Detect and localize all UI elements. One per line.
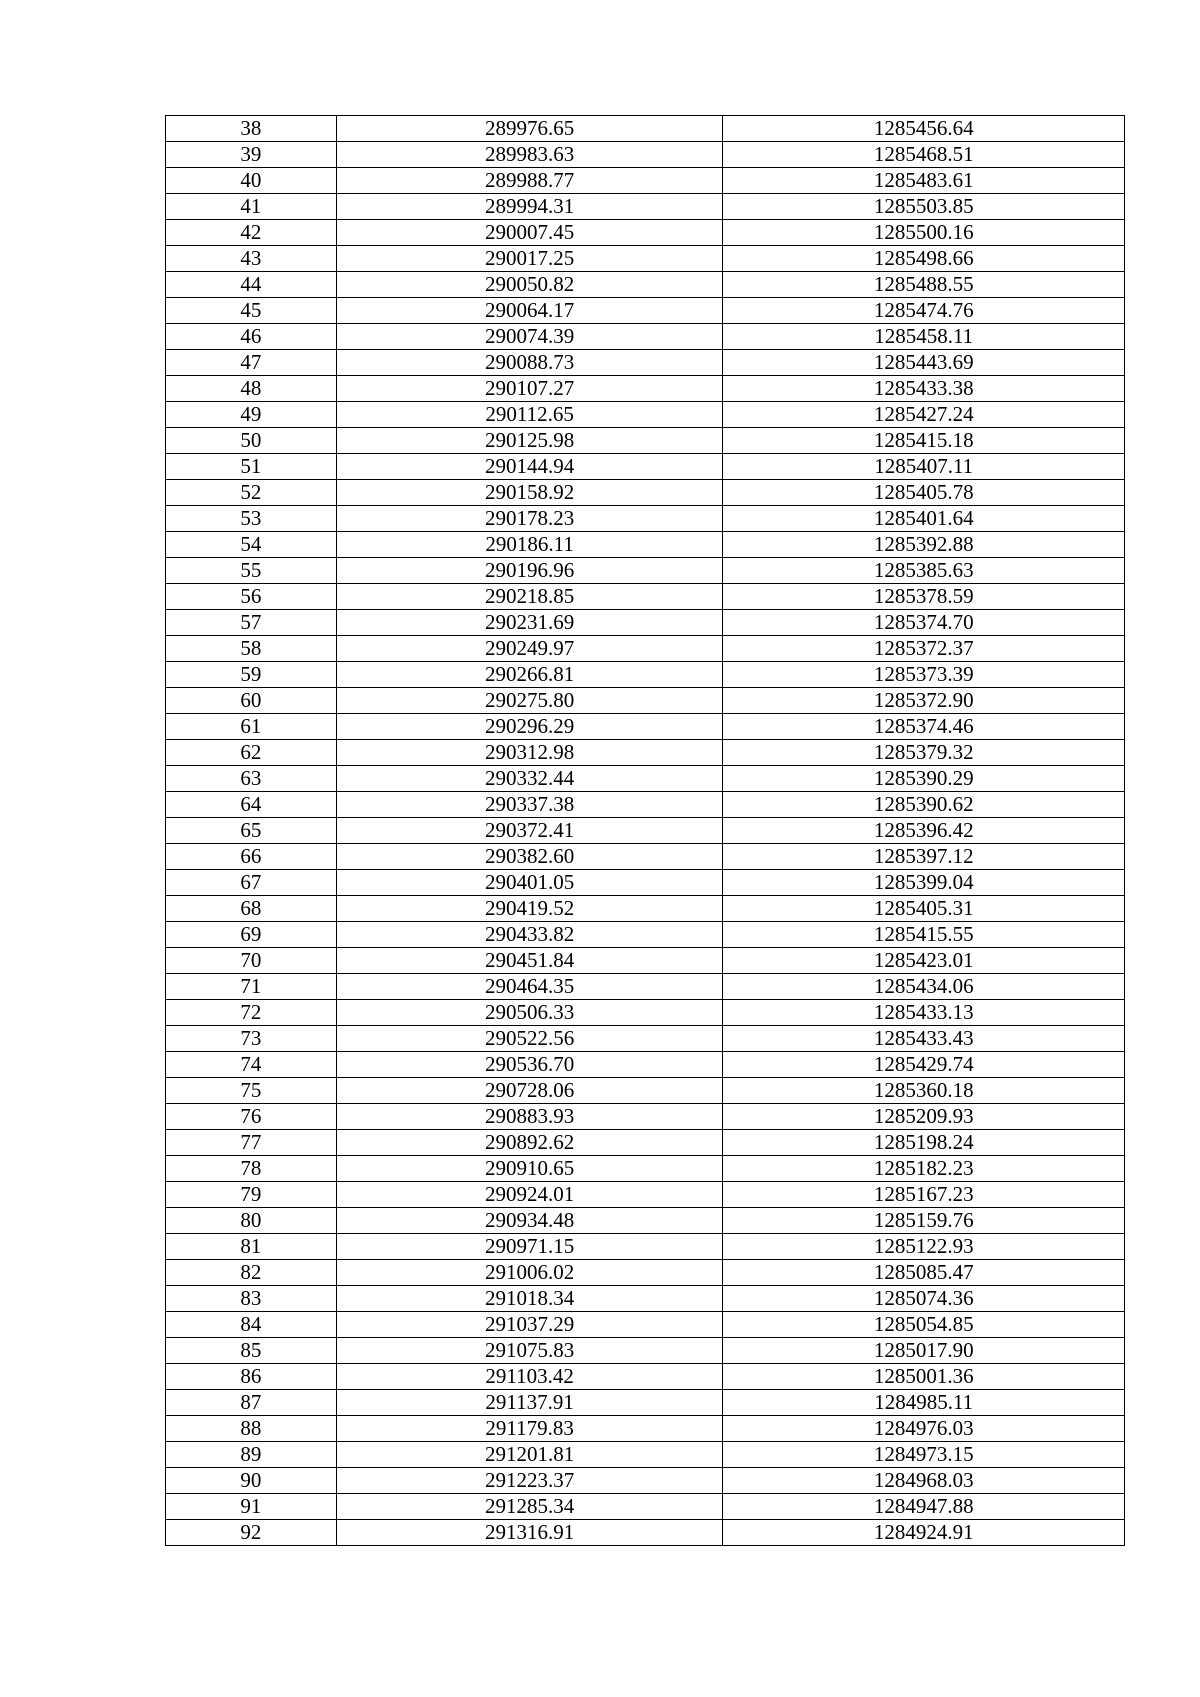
y-coordinate-cell: 1285427.24 xyxy=(723,402,1125,428)
point-number-cell: 84 xyxy=(166,1312,337,1338)
table-row xyxy=(166,844,1125,870)
coordinate-table-body xyxy=(166,116,1125,1546)
point-number-cell: 48 xyxy=(166,376,337,402)
x-coordinate-cell: 290266.81 xyxy=(336,662,723,688)
table-row xyxy=(166,974,1125,1000)
x-coordinate-cell: 291316.91 xyxy=(336,1520,723,1546)
y-coordinate-cell: 1285498.66 xyxy=(723,246,1125,272)
point-number-cell: 77 xyxy=(166,1130,337,1156)
y-coordinate-cell: 1285474.76 xyxy=(723,298,1125,324)
x-coordinate-cell: 289994.31 xyxy=(336,194,723,220)
point-number-cell: 68 xyxy=(166,896,337,922)
x-coordinate-cell: 290178.23 xyxy=(336,506,723,532)
y-coordinate-cell: 1284985.11 xyxy=(723,1390,1125,1416)
point-number-cell: 73 xyxy=(166,1026,337,1052)
y-coordinate-cell: 1285085.47 xyxy=(723,1260,1125,1286)
x-coordinate-cell: 290007.45 xyxy=(336,220,723,246)
y-coordinate-cell: 1285378.59 xyxy=(723,584,1125,610)
point-number-cell: 52 xyxy=(166,480,337,506)
x-coordinate-cell: 290971.15 xyxy=(336,1234,723,1260)
y-coordinate-cell: 1285458.11 xyxy=(723,324,1125,350)
x-coordinate-cell: 290910.65 xyxy=(336,1156,723,1182)
y-coordinate-cell: 1284973.15 xyxy=(723,1442,1125,1468)
table-row xyxy=(166,402,1125,428)
y-coordinate-cell: 1285423.01 xyxy=(723,948,1125,974)
point-number-cell: 71 xyxy=(166,974,337,1000)
point-number-cell: 62 xyxy=(166,740,337,766)
table-row xyxy=(166,610,1125,636)
table-row xyxy=(166,1520,1125,1546)
x-coordinate-cell: 291006.02 xyxy=(336,1260,723,1286)
x-coordinate-cell: 290196.96 xyxy=(336,558,723,584)
point-number-cell: 44 xyxy=(166,272,337,298)
table-row xyxy=(166,662,1125,688)
point-number-cell: 67 xyxy=(166,870,337,896)
x-coordinate-cell: 290728.06 xyxy=(336,1078,723,1104)
table-row xyxy=(166,350,1125,376)
table-row xyxy=(166,1234,1125,1260)
point-number-cell: 72 xyxy=(166,1000,337,1026)
point-number-cell: 41 xyxy=(166,194,337,220)
table-row xyxy=(166,1416,1125,1442)
y-coordinate-cell: 1285198.24 xyxy=(723,1130,1125,1156)
point-number-cell: 45 xyxy=(166,298,337,324)
table-row xyxy=(166,1390,1125,1416)
table-row xyxy=(166,246,1125,272)
y-coordinate-cell: 1285122.93 xyxy=(723,1234,1125,1260)
x-coordinate-cell: 290433.82 xyxy=(336,922,723,948)
y-coordinate-cell: 1285433.38 xyxy=(723,376,1125,402)
x-coordinate-cell: 290112.65 xyxy=(336,402,723,428)
y-coordinate-cell: 1285360.18 xyxy=(723,1078,1125,1104)
table-row xyxy=(166,1182,1125,1208)
point-number-cell: 86 xyxy=(166,1364,337,1390)
y-coordinate-cell: 1285017.90 xyxy=(723,1338,1125,1364)
point-number-cell: 78 xyxy=(166,1156,337,1182)
x-coordinate-cell: 289976.65 xyxy=(336,116,723,142)
x-coordinate-cell: 291223.37 xyxy=(336,1468,723,1494)
y-coordinate-cell: 1285483.61 xyxy=(723,168,1125,194)
point-number-cell: 47 xyxy=(166,350,337,376)
table-row xyxy=(166,558,1125,584)
table-row xyxy=(166,194,1125,220)
table-row xyxy=(166,1052,1125,1078)
y-coordinate-cell: 1285074.36 xyxy=(723,1286,1125,1312)
point-number-cell: 38 xyxy=(166,116,337,142)
x-coordinate-cell: 290125.98 xyxy=(336,428,723,454)
point-number-cell: 91 xyxy=(166,1494,337,1520)
x-coordinate-cell: 290249.97 xyxy=(336,636,723,662)
x-coordinate-cell: 290312.98 xyxy=(336,740,723,766)
y-coordinate-cell: 1285374.70 xyxy=(723,610,1125,636)
point-number-cell: 92 xyxy=(166,1520,337,1546)
x-coordinate-cell: 290231.69 xyxy=(336,610,723,636)
point-number-cell: 74 xyxy=(166,1052,337,1078)
x-coordinate-cell: 290144.94 xyxy=(336,454,723,480)
table-row xyxy=(166,480,1125,506)
y-coordinate-cell: 1285500.16 xyxy=(723,220,1125,246)
y-coordinate-cell: 1285159.76 xyxy=(723,1208,1125,1234)
x-coordinate-cell: 290372.41 xyxy=(336,818,723,844)
y-coordinate-cell: 1285405.31 xyxy=(723,896,1125,922)
point-number-cell: 46 xyxy=(166,324,337,350)
point-number-cell: 40 xyxy=(166,168,337,194)
x-coordinate-cell: 290186.11 xyxy=(336,532,723,558)
point-number-cell: 66 xyxy=(166,844,337,870)
x-coordinate-cell: 290924.01 xyxy=(336,1182,723,1208)
x-coordinate-cell: 290275.80 xyxy=(336,688,723,714)
y-coordinate-cell: 1285401.64 xyxy=(723,506,1125,532)
table-row xyxy=(166,896,1125,922)
table-row xyxy=(166,688,1125,714)
point-number-cell: 42 xyxy=(166,220,337,246)
y-coordinate-cell: 1285433.43 xyxy=(723,1026,1125,1052)
y-coordinate-cell: 1285396.42 xyxy=(723,818,1125,844)
x-coordinate-cell: 291285.34 xyxy=(336,1494,723,1520)
point-number-cell: 65 xyxy=(166,818,337,844)
table-row xyxy=(166,1468,1125,1494)
y-coordinate-cell: 1285415.55 xyxy=(723,922,1125,948)
y-coordinate-cell: 1285054.85 xyxy=(723,1312,1125,1338)
table-row xyxy=(166,298,1125,324)
y-coordinate-cell: 1285209.93 xyxy=(723,1104,1125,1130)
table-row xyxy=(166,116,1125,142)
point-number-cell: 57 xyxy=(166,610,337,636)
point-number-cell: 89 xyxy=(166,1442,337,1468)
y-coordinate-cell: 1285390.29 xyxy=(723,766,1125,792)
point-number-cell: 70 xyxy=(166,948,337,974)
table-row xyxy=(166,506,1125,532)
x-coordinate-cell: 290332.44 xyxy=(336,766,723,792)
y-coordinate-cell: 1285429.74 xyxy=(723,1052,1125,1078)
y-coordinate-cell: 1285407.11 xyxy=(723,454,1125,480)
table-row xyxy=(166,1208,1125,1234)
y-coordinate-cell: 1285434.06 xyxy=(723,974,1125,1000)
y-coordinate-cell: 1285182.23 xyxy=(723,1156,1125,1182)
table-row xyxy=(166,1338,1125,1364)
x-coordinate-cell: 290088.73 xyxy=(336,350,723,376)
y-coordinate-cell: 1285372.37 xyxy=(723,636,1125,662)
x-coordinate-cell: 290158.92 xyxy=(336,480,723,506)
y-coordinate-cell: 1285488.55 xyxy=(723,272,1125,298)
table-row xyxy=(166,1104,1125,1130)
x-coordinate-cell: 290892.62 xyxy=(336,1130,723,1156)
point-number-cell: 82 xyxy=(166,1260,337,1286)
point-number-cell: 49 xyxy=(166,402,337,428)
x-coordinate-cell: 290218.85 xyxy=(336,584,723,610)
table-row xyxy=(166,168,1125,194)
point-number-cell: 75 xyxy=(166,1078,337,1104)
point-number-cell: 81 xyxy=(166,1234,337,1260)
point-number-cell: 43 xyxy=(166,246,337,272)
y-coordinate-cell: 1285379.32 xyxy=(723,740,1125,766)
y-coordinate-cell: 1285443.69 xyxy=(723,350,1125,376)
table-row xyxy=(166,1156,1125,1182)
x-coordinate-cell: 290382.60 xyxy=(336,844,723,870)
y-coordinate-cell: 1285399.04 xyxy=(723,870,1125,896)
point-number-cell: 87 xyxy=(166,1390,337,1416)
point-number-cell: 79 xyxy=(166,1182,337,1208)
table-row xyxy=(166,1312,1125,1338)
point-number-cell: 50 xyxy=(166,428,337,454)
y-coordinate-cell: 1284947.88 xyxy=(723,1494,1125,1520)
table-row xyxy=(166,948,1125,974)
x-coordinate-cell: 290451.84 xyxy=(336,948,723,974)
y-coordinate-cell: 1285167.23 xyxy=(723,1182,1125,1208)
x-coordinate-cell: 291137.91 xyxy=(336,1390,723,1416)
y-coordinate-cell: 1285372.90 xyxy=(723,688,1125,714)
y-coordinate-cell: 1285415.18 xyxy=(723,428,1125,454)
x-coordinate-cell: 291075.83 xyxy=(336,1338,723,1364)
y-coordinate-cell: 1285390.62 xyxy=(723,792,1125,818)
table-row xyxy=(166,1260,1125,1286)
table-row xyxy=(166,922,1125,948)
table-row xyxy=(166,1286,1125,1312)
x-coordinate-cell: 290017.25 xyxy=(336,246,723,272)
table-row xyxy=(166,1442,1125,1468)
x-coordinate-cell: 290506.33 xyxy=(336,1000,723,1026)
point-number-cell: 58 xyxy=(166,636,337,662)
table-row xyxy=(166,1364,1125,1390)
x-coordinate-cell: 290107.27 xyxy=(336,376,723,402)
y-coordinate-cell: 1285385.63 xyxy=(723,558,1125,584)
y-coordinate-cell: 1285405.78 xyxy=(723,480,1125,506)
x-coordinate-cell: 291103.42 xyxy=(336,1364,723,1390)
x-coordinate-cell: 290296.29 xyxy=(336,714,723,740)
x-coordinate-cell: 290401.05 xyxy=(336,870,723,896)
y-coordinate-cell: 1285503.85 xyxy=(723,194,1125,220)
x-coordinate-cell: 290064.17 xyxy=(336,298,723,324)
y-coordinate-cell: 1285397.12 xyxy=(723,844,1125,870)
table-row xyxy=(166,324,1125,350)
point-number-cell: 76 xyxy=(166,1104,337,1130)
x-coordinate-cell: 291037.29 xyxy=(336,1312,723,1338)
table-row xyxy=(166,428,1125,454)
x-coordinate-cell: 290050.82 xyxy=(336,272,723,298)
table-row xyxy=(166,714,1125,740)
point-number-cell: 53 xyxy=(166,506,337,532)
y-coordinate-cell: 1285456.64 xyxy=(723,116,1125,142)
x-coordinate-cell: 290419.52 xyxy=(336,896,723,922)
coordinate-table xyxy=(165,115,1125,1546)
x-coordinate-cell: 291018.34 xyxy=(336,1286,723,1312)
point-number-cell: 63 xyxy=(166,766,337,792)
y-coordinate-cell: 1285001.36 xyxy=(723,1364,1125,1390)
table-row xyxy=(166,272,1125,298)
point-number-cell: 59 xyxy=(166,662,337,688)
y-coordinate-cell: 1284976.03 xyxy=(723,1416,1125,1442)
table-row xyxy=(166,220,1125,246)
point-number-cell: 83 xyxy=(166,1286,337,1312)
table-row xyxy=(166,740,1125,766)
x-coordinate-cell: 291179.83 xyxy=(336,1416,723,1442)
x-coordinate-cell: 289988.77 xyxy=(336,168,723,194)
point-number-cell: 55 xyxy=(166,558,337,584)
y-coordinate-cell: 1285433.13 xyxy=(723,1000,1125,1026)
point-number-cell: 85 xyxy=(166,1338,337,1364)
point-number-cell: 88 xyxy=(166,1416,337,1442)
y-coordinate-cell: 1285392.88 xyxy=(723,532,1125,558)
table-row xyxy=(166,1000,1125,1026)
point-number-cell: 56 xyxy=(166,584,337,610)
point-number-cell: 51 xyxy=(166,454,337,480)
y-coordinate-cell: 1284924.91 xyxy=(723,1520,1125,1546)
x-coordinate-cell: 290536.70 xyxy=(336,1052,723,1078)
point-number-cell: 64 xyxy=(166,792,337,818)
table-row xyxy=(166,1130,1125,1156)
table-row xyxy=(166,636,1125,662)
table-row xyxy=(166,1494,1125,1520)
point-number-cell: 61 xyxy=(166,714,337,740)
table-row xyxy=(166,818,1125,844)
point-number-cell: 90 xyxy=(166,1468,337,1494)
x-coordinate-cell: 291201.81 xyxy=(336,1442,723,1468)
table-row xyxy=(166,454,1125,480)
table-row xyxy=(166,766,1125,792)
x-coordinate-cell: 290522.56 xyxy=(336,1026,723,1052)
point-number-cell: 80 xyxy=(166,1208,337,1234)
x-coordinate-cell: 290337.38 xyxy=(336,792,723,818)
table-row xyxy=(166,1026,1125,1052)
table-row xyxy=(166,870,1125,896)
x-coordinate-cell: 290934.48 xyxy=(336,1208,723,1234)
table-row xyxy=(166,1078,1125,1104)
y-coordinate-cell: 1285373.39 xyxy=(723,662,1125,688)
x-coordinate-cell: 290883.93 xyxy=(336,1104,723,1130)
table-row xyxy=(166,376,1125,402)
point-number-cell: 69 xyxy=(166,922,337,948)
point-number-cell: 54 xyxy=(166,532,337,558)
point-number-cell: 39 xyxy=(166,142,337,168)
point-number-cell: 60 xyxy=(166,688,337,714)
table-row xyxy=(166,142,1125,168)
x-coordinate-cell: 290074.39 xyxy=(336,324,723,350)
y-coordinate-cell: 1285468.51 xyxy=(723,142,1125,168)
y-coordinate-cell: 1285374.46 xyxy=(723,714,1125,740)
y-coordinate-cell: 1284968.03 xyxy=(723,1468,1125,1494)
table-row xyxy=(166,792,1125,818)
table-row xyxy=(166,584,1125,610)
x-coordinate-cell: 289983.63 xyxy=(336,142,723,168)
x-coordinate-cell: 290464.35 xyxy=(336,974,723,1000)
table-row xyxy=(166,532,1125,558)
